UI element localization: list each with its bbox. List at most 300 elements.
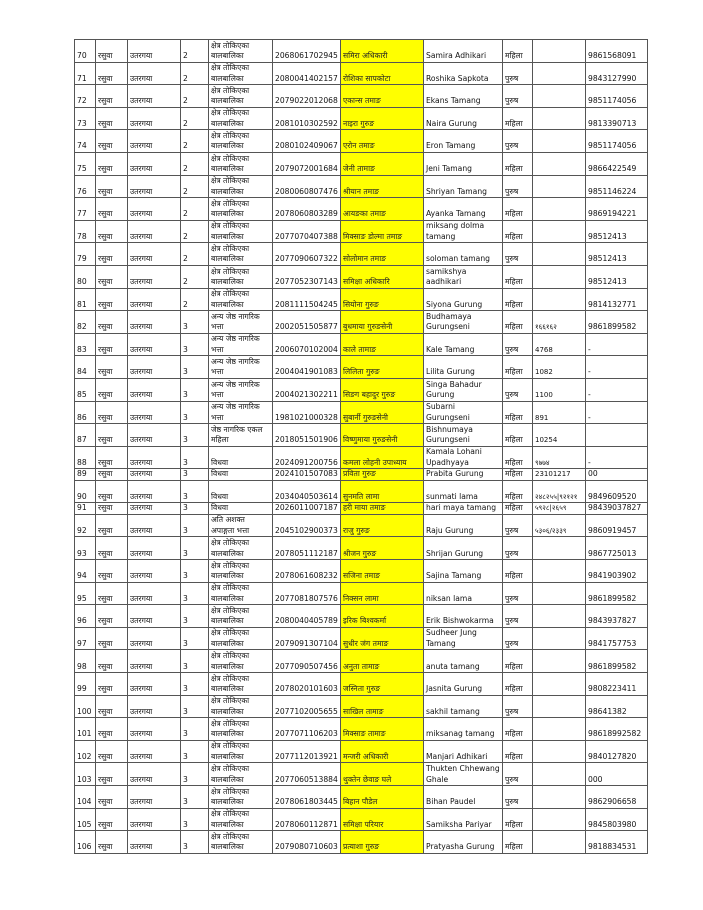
ward-cell: 2 [181,40,209,63]
name-nepali-cell: काले तामाङ [341,333,424,356]
phone-number-cell: 9869194221 [586,198,648,221]
table-row [75,265,648,288]
phone-number-cell: - [586,356,648,379]
district-cell: रसुवा [96,288,128,311]
ward-cell: 3 [181,446,209,469]
serial-number-cell: 106 [75,831,96,854]
serial-number-cell: 82 [75,311,96,334]
gender-cell: पुरुष [503,627,533,650]
name-nepali-cell: अनुता तामाङ [341,650,424,673]
id-number-cell: 2018051501906 [273,424,341,447]
name-english-cell: Siyona Gurung [424,288,503,311]
table-row [75,740,648,763]
serial-number-cell: 85 [75,378,96,401]
table-row [75,650,648,673]
table-row [75,560,648,583]
allowance-type-cell: क्षेत्र तोकिएका बालबालिका [209,107,273,130]
serial-number-cell: 70 [75,40,96,63]
municipality-cell: उतरगया [128,40,181,63]
ward-cell: 3 [181,311,209,334]
table-row [75,673,648,696]
id-number-cell: 2004021302211 [273,378,341,401]
gender-cell: महिला [503,401,533,424]
id-number-cell: 2077112013921 [273,740,341,763]
gender-cell: महिला [503,650,533,673]
municipality-cell: उतरगया [128,831,181,854]
name-english-cell: Erik Bishwokarma [424,605,503,628]
allowance-type-cell: क्षेत्र तोकिएका बालबालिका [209,560,273,583]
name-nepali-cell: प्रविता गुरुङ [341,469,424,481]
municipality-cell: उतरगया [128,424,181,447]
gender-cell: महिला [503,503,533,515]
name-nepali-cell: सुनमति लामा [341,480,424,503]
name-nepali-cell: बिहान पौडेल [341,786,424,809]
name-english-cell: miksanag tamang [424,718,503,741]
name-nepali-cell: एकान्स तमाङ [341,85,424,108]
id-number-cell: 2078061608232 [273,560,341,583]
allowance-type-cell: क्षेत्र तोकिएका बालबालिका [209,537,273,560]
phone-number-cell: 9814132771 [586,288,648,311]
name-english-cell: Thukten Chhewang Ghale [424,763,503,786]
phone-number-cell: 98439037827 [586,503,648,515]
name-english-cell: Budhamaya Gurungseni [424,311,503,334]
district-cell: रसुवा [96,378,128,401]
phone-number-cell: 9867725013 [586,537,648,560]
card-number-cell [533,695,586,718]
serial-number-cell: 87 [75,424,96,447]
name-english-cell: hari maya tamang [424,503,503,515]
name-english-cell: Raju Gurung [424,514,503,537]
table-row [75,514,648,537]
allowance-type-cell: क्षेत्र तोकिएका बालबालिका [209,62,273,85]
name-english-cell: Lilita Gurung [424,356,503,379]
ward-cell: 3 [181,763,209,786]
id-number-cell: 2068061702945 [273,40,341,63]
municipality-cell: उतरगया [128,650,181,673]
municipality-cell: उतरगया [128,265,181,288]
ward-cell: 2 [181,265,209,288]
district-cell: रसुवा [96,537,128,560]
name-english-cell: Naira Gurung [424,107,503,130]
ward-cell: 3 [181,469,209,481]
serial-number-cell: 72 [75,85,96,108]
id-number-cell: 2080040405789 [273,605,341,628]
id-number-cell: 2045102900373 [273,514,341,537]
id-number-cell: 2080041402157 [273,62,341,85]
ward-cell: 3 [181,560,209,583]
serial-number-cell: 93 [75,537,96,560]
district-cell: रसुवा [96,198,128,221]
ward-cell: 3 [181,356,209,379]
ward-cell: 3 [181,650,209,673]
name-nepali-cell: लिलिता गुरुङ [341,356,424,379]
gender-cell: महिला [503,446,533,469]
municipality-cell: उतरगया [128,356,181,379]
table-row [75,378,648,401]
municipality-cell: उतरगया [128,469,181,481]
card-number-cell: ५३०६/२३३९ [533,514,586,537]
table-row [75,107,648,130]
card-number-cell [533,650,586,673]
district-cell: रसुवा [96,152,128,175]
ward-cell: 3 [181,718,209,741]
table-row [75,175,648,198]
name-nepali-cell: राजु गुरुङ [341,514,424,537]
allowance-type-cell: क्षेत्र तोकिएका बालबालिका [209,198,273,221]
allowance-type-cell: अन्य जेष्ठ नागरिक भत्ता [209,311,273,334]
serial-number-cell: 102 [75,740,96,763]
ward-cell: 2 [181,220,209,243]
name-nepali-cell: हरी माया तमाङ [341,503,424,515]
district-cell: रसुवा [96,469,128,481]
card-number-cell [533,152,586,175]
ward-cell: 2 [181,243,209,266]
phone-number-cell: - [586,446,648,469]
card-number-cell [533,107,586,130]
municipality-cell: उतरगया [128,107,181,130]
table-row [75,152,648,175]
table-body [75,40,648,854]
allowance-type-cell: अन्य जेष्ठ नागरिक भत्ता [209,333,273,356]
name-nepali-cell: मिक्साङ तामाङ [341,718,424,741]
phone-number-cell: 98512413 [586,265,648,288]
allowance-type-cell: अति अशक्त अपाङ्गता भत्ता [209,514,273,537]
ward-cell: 2 [181,198,209,221]
serial-number-cell: 91 [75,503,96,515]
serial-number-cell: 105 [75,808,96,831]
ward-cell: 3 [181,378,209,401]
id-number-cell: 2077090507456 [273,650,341,673]
allowance-type-cell: क्षेत्र तोकिएका बालबालिका [209,243,273,266]
phone-number-cell: 9849609520 [586,480,648,503]
gender-cell: पुरुष [503,514,533,537]
district-cell: रसुवा [96,718,128,741]
table-row [75,85,648,108]
name-nepali-cell: बुधमाया गुरुङसेनी [341,311,424,334]
table-row [75,503,648,515]
gender-cell: पुरुष [503,85,533,108]
district-cell: रसुवा [96,605,128,628]
id-number-cell: 2077071106203 [273,718,341,741]
allowance-type-cell: जेष्ठ नागरिक एकल महिला [209,424,273,447]
district-cell: रसुवा [96,175,128,198]
name-english-cell: Samira Adhikari [424,40,503,63]
allowance-type-cell: क्षेत्र तोकिएका बालबालिका [209,152,273,175]
gender-cell: महिला [503,673,533,696]
id-number-cell: 2080060807476 [273,175,341,198]
gender-cell: महिला [503,288,533,311]
gender-cell: महिला [503,560,533,583]
card-number-cell [533,673,586,696]
name-english-cell: Roshika Sapkota [424,62,503,85]
municipality-cell: उतरगया [128,378,181,401]
municipality-cell: उतरगया [128,85,181,108]
allowance-type-cell: क्षेत्र तोकिएका बालबालिका [209,695,273,718]
phone-number-cell: 9861899582 [586,582,648,605]
phone-number-cell: 98618992582 [586,718,648,741]
name-nepali-cell: प्रत्याशा गुरुङ [341,831,424,854]
card-number-cell [533,605,586,628]
district-cell: रसुवा [96,424,128,447]
gender-cell: महिला [503,265,533,288]
municipality-cell: उतरगया [128,175,181,198]
name-english-cell: Singa Bahadur Gurung [424,378,503,401]
phone-number-cell: 9861899582 [586,650,648,673]
municipality-cell: उतरगया [128,537,181,560]
table-row [75,537,648,560]
allowance-type-cell: अन्य जेष्ठ नागरिक भत्ता [209,356,273,379]
table-row [75,786,648,809]
allowance-type-cell: क्षेत्र तोकिएका बालबालिका [209,85,273,108]
name-english-cell: niksan lama [424,582,503,605]
gender-cell: पुरुष [503,786,533,809]
gender-cell: महिला [503,740,533,763]
phone-number-cell: 9861568091 [586,40,648,63]
serial-number-cell: 98 [75,650,96,673]
name-nepali-cell: सुधीर जंग तमाङ [341,627,424,650]
allowance-type-cell: क्षेत्र तोकिएका बालबालिका [209,605,273,628]
phone-number-cell [586,424,648,447]
serial-number-cell: 89 [75,469,96,481]
card-number-cell [533,582,586,605]
id-number-cell: 2077060513884 [273,763,341,786]
name-nepali-cell: कमला लोहनी उपाध्याय [341,446,424,469]
allowance-type-cell: विधवा [209,503,273,515]
name-nepali-cell: रोशिका सापकोटा [341,62,424,85]
ward-cell: 3 [181,786,209,809]
serial-number-cell: 96 [75,605,96,628]
card-number-cell [533,537,586,560]
id-number-cell: 2002051505877 [273,311,341,334]
gender-cell: महिला [503,311,533,334]
name-english-cell: Subarni Gurungseni [424,401,503,424]
name-english-cell: Kale Tamang [424,333,503,356]
serial-number-cell: 90 [75,480,96,503]
allowance-type-cell: क्षेत्र तोकिएका बालबालिका [209,763,273,786]
table-row [75,605,648,628]
municipality-cell: उतरगया [128,763,181,786]
serial-number-cell: 75 [75,152,96,175]
gender-cell: महिला [503,40,533,63]
id-number-cell: 2077102005655 [273,695,341,718]
ward-cell: 2 [181,107,209,130]
phone-number-cell: 9841903902 [586,560,648,583]
id-number-cell: 2079080710603 [273,831,341,854]
id-number-cell: 2024091200756 [273,446,341,469]
phone-number-cell: 9808223411 [586,673,648,696]
card-number-cell [533,265,586,288]
name-nepali-cell: जस्निता गुरुङ [341,673,424,696]
phone-number-cell: - [586,378,648,401]
card-number-cell: 4768 [533,333,586,356]
municipality-cell: उतरगया [128,582,181,605]
name-nepali-cell: साखिल तामाङ [341,695,424,718]
gender-cell: पुरुष [503,695,533,718]
allowance-type-cell: क्षेत्र तोकिएका बालबालिका [209,627,273,650]
serial-number-cell: 100 [75,695,96,718]
allowance-type-cell: क्षेत्र तोकिएका बालबालिका [209,175,273,198]
phone-number-cell: 9851146224 [586,175,648,198]
card-number-cell [533,130,586,153]
gender-cell: महिला [503,808,533,831]
gender-cell: महिला [503,424,533,447]
allowance-type-cell: क्षेत्र तोकिएका बालबालिका [209,265,273,288]
name-english-cell: sunmati lama [424,480,503,503]
phone-number-cell: - [586,333,648,356]
card-number-cell: 891 [533,401,586,424]
id-number-cell: 2081111504245 [273,288,341,311]
card-number-cell [533,175,586,198]
name-nepali-cell: विष्णुमाया गुरुङसेनी [341,424,424,447]
name-english-cell: samikshya aadhikari [424,265,503,288]
phone-number-cell: 000 [586,763,648,786]
serial-number-cell: 81 [75,288,96,311]
district-cell: रसुवा [96,333,128,356]
municipality-cell: उतरगया [128,446,181,469]
gender-cell: महिला [503,469,533,481]
card-number-cell [533,740,586,763]
allowance-type-cell: विधवा [209,446,273,469]
name-english-cell: Manjari Adhikari [424,740,503,763]
name-english-cell: Bishnumaya Gurungseni [424,424,503,447]
beneficiary-table [74,39,648,854]
ward-cell: 2 [181,175,209,198]
name-nepali-cell: श्रीयान तमाङ [341,175,424,198]
phone-number-cell: 9843937827 [586,605,648,628]
phone-number-cell: 9843127990 [586,62,648,85]
id-number-cell: 2077081807576 [273,582,341,605]
municipality-cell: उतरगया [128,62,181,85]
municipality-cell: उतरगया [128,152,181,175]
district-cell: रसुवा [96,446,128,469]
serial-number-cell: 104 [75,786,96,809]
ward-cell: 3 [181,514,209,537]
ward-cell: 3 [181,480,209,503]
ward-cell: 2 [181,62,209,85]
allowance-type-cell: क्षेत्र तोकिएका बालबालिका [209,582,273,605]
id-number-cell: 2024101507083 [273,469,341,481]
phone-number-cell: 98641382 [586,695,648,718]
district-cell: रसुवा [96,740,128,763]
name-nepali-cell: श्रीजन गुरुङ [341,537,424,560]
municipality-cell: उतरगया [128,333,181,356]
name-english-cell: Sajina Tamang [424,560,503,583]
name-english-cell: sakhil tamang [424,695,503,718]
id-number-cell: 2034040503614 [273,480,341,503]
name-nepali-cell: इरिक बिश्वकर्मा [341,605,424,628]
name-english-cell: Eron Tamang [424,130,503,153]
id-number-cell: 2078060803289 [273,198,341,221]
serial-number-cell: 80 [75,265,96,288]
ward-cell: 3 [181,740,209,763]
card-number-cell [533,560,586,583]
district-cell: रसुवा [96,62,128,85]
district-cell: रसुवा [96,265,128,288]
gender-cell: महिला [503,356,533,379]
allowance-type-cell: क्षेत्र तोकिएका बालबालिका [209,831,273,854]
serial-number-cell: 94 [75,560,96,583]
ward-cell: 3 [181,582,209,605]
district-cell: रसुवा [96,514,128,537]
phone-number-cell: 9813390713 [586,107,648,130]
name-english-cell: Prabita Gurung [424,469,503,481]
gender-cell: पुरुष [503,378,533,401]
ward-cell: 3 [181,424,209,447]
serial-number-cell: 84 [75,356,96,379]
district-cell: रसुवा [96,831,128,854]
phone-number-cell: 98512413 [586,220,648,243]
serial-number-cell: 74 [75,130,96,153]
gender-cell: महिला [503,198,533,221]
name-nepali-cell: नाइरा गुरुङ [341,107,424,130]
name-nepali-cell: निक्सन लामा [341,582,424,605]
card-number-cell [533,198,586,221]
table-row [75,763,648,786]
table-row [75,288,648,311]
table-row [75,243,648,266]
card-number-cell [533,831,586,854]
district-cell: रसुवा [96,808,128,831]
district-cell: रसुवा [96,560,128,583]
district-cell: रसुवा [96,650,128,673]
table-row [75,424,648,447]
card-number-cell: 10254 [533,424,586,447]
name-nepali-cell: समिरा अधिकारी [341,40,424,63]
district-cell: रसुवा [96,503,128,515]
municipality-cell: उतरगया [128,311,181,334]
ward-cell: 3 [181,401,209,424]
serial-number-cell: 101 [75,718,96,741]
name-nepali-cell: जेनी तामाङ [341,152,424,175]
allowance-type-cell: अन्य जेष्ठ नागरिक भत्ता [209,401,273,424]
municipality-cell: उतरगया [128,695,181,718]
table-row [75,469,648,481]
phone-number-cell: 9851174056 [586,85,648,108]
ward-cell: 2 [181,85,209,108]
name-english-cell: Shriyan Tamang [424,175,503,198]
municipality-cell: उतरगया [128,718,181,741]
municipality-cell: उतरगया [128,673,181,696]
table-row [75,130,648,153]
id-number-cell: 2078061803445 [273,786,341,809]
municipality-cell: उतरगया [128,560,181,583]
phone-number-cell: 9866422549 [586,152,648,175]
serial-number-cell: 77 [75,198,96,221]
name-nepali-cell: सोलोमान तमाङ [341,243,424,266]
municipality-cell: उतरगया [128,786,181,809]
card-number-cell [533,85,586,108]
name-english-cell: Kamala Lohani Upadhyaya [424,446,503,469]
serial-number-cell: 79 [75,243,96,266]
table-row [75,480,648,503]
allowance-type-cell: क्षेत्र तोकिएका बालबालिका [209,808,273,831]
phone-number-cell: 9818834531 [586,831,648,854]
district-cell: रसुवा [96,130,128,153]
card-number-cell [533,40,586,63]
phone-number-cell: 9861899582 [586,311,648,334]
gender-cell: महिला [503,480,533,503]
id-number-cell: 2004041901083 [273,356,341,379]
card-number-cell [533,288,586,311]
card-number-cell [533,718,586,741]
district-cell: रसुवा [96,243,128,266]
allowance-type-cell: क्षेत्र तोकिएका बालबालिका [209,786,273,809]
ward-cell: 3 [181,695,209,718]
gender-cell: पुरुष [503,62,533,85]
serial-number-cell: 76 [75,175,96,198]
card-number-cell [533,220,586,243]
municipality-cell: उतरगया [128,514,181,537]
